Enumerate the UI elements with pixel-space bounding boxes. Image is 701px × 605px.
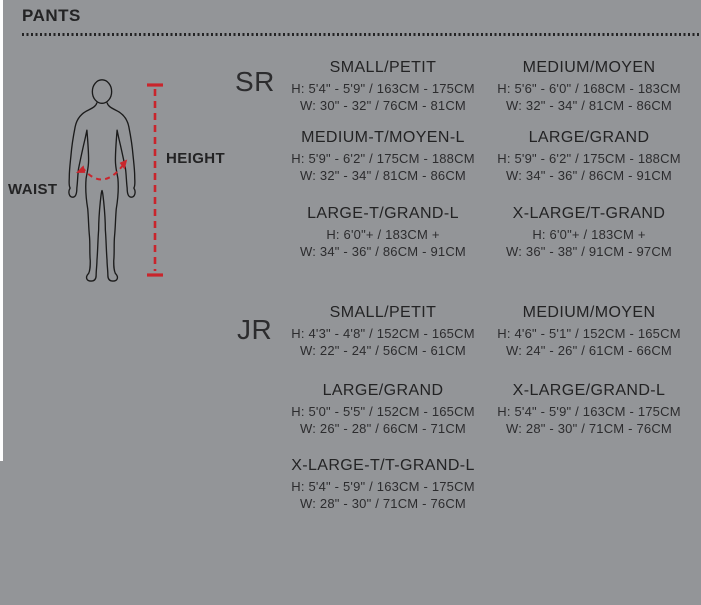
size-height-range: H: 6'0"+ / 183CM + bbox=[326, 227, 440, 242]
size-waist-range: W: 32" - 34" / 81CM - 86CM bbox=[506, 98, 672, 113]
size-waist-range: W: 30" - 32" / 76CM - 81CM bbox=[300, 98, 466, 113]
size-cell-jr-x-large bbox=[474, 381, 701, 437]
size-cell-jr-large bbox=[268, 381, 498, 437]
size-name: MEDIUM/MOYEN bbox=[522, 304, 656, 321]
size-cell-jr-small bbox=[268, 303, 498, 359]
page-edge-strip bbox=[0, 0, 3, 461]
size-height-range: H: 5'6" - 6'0" / 168CM - 183CM bbox=[497, 81, 681, 96]
size-waist-range: W: 36" - 38" / 91CM - 97CM bbox=[506, 244, 672, 259]
size-name: SMALL/PETIT bbox=[329, 304, 437, 321]
size-cell-sr-small bbox=[268, 58, 498, 114]
size-waist-range: W: 22" - 24" / 56CM - 61CM bbox=[300, 343, 466, 358]
male-body-outline-icon bbox=[56, 79, 148, 297]
size-height-range: H: 5'0" - 5'5" / 152CM - 165CM bbox=[291, 404, 475, 419]
group-label-sr: SR bbox=[235, 66, 275, 97]
size-height-range: H: 5'4" - 5'9" / 163CM - 175CM bbox=[497, 404, 681, 419]
size-cell-sr-x-large bbox=[474, 204, 701, 260]
size-name: LARGE/GRAND bbox=[322, 382, 444, 399]
size-waist-range: W: 28" - 30" / 71CM - 76CM bbox=[506, 421, 672, 436]
size-height-range: H: 5'9" - 6'2" / 175CM - 188CM bbox=[497, 151, 681, 166]
height-measure-line bbox=[144, 82, 166, 278]
size-name: LARGE-T/GRAND-L bbox=[307, 205, 459, 222]
page-title: PANTS bbox=[22, 6, 81, 25]
size-height-range: H: 5'9" - 6'2" / 175CM - 188CM bbox=[291, 151, 475, 166]
size-height-range: H: 5'4" - 5'9" / 163CM - 175CM bbox=[291, 479, 475, 494]
size-cell-sr-large-t bbox=[268, 204, 498, 260]
size-height-range: H: 4'3" - 4'8" / 152CM - 165CM bbox=[291, 326, 475, 341]
dotted-divider bbox=[22, 33, 701, 36]
size-cell-jr-medium bbox=[474, 303, 701, 359]
height-label: HEIGHT bbox=[166, 150, 226, 167]
waist-label: WAIST bbox=[8, 181, 58, 198]
size-waist-range: W: 24" - 26" / 61CM - 66CM bbox=[506, 343, 672, 358]
size-name: MEDIUM/MOYEN bbox=[522, 59, 656, 76]
size-name: MEDIUM-T/MOYEN-L bbox=[301, 129, 465, 146]
size-height-range: H: 5'4" - 5'9" / 163CM - 175CM bbox=[291, 81, 475, 96]
size-cell-jr-x-large-t bbox=[268, 456, 498, 512]
size-waist-range: W: 34" - 36" / 86CM - 91CM bbox=[300, 244, 466, 259]
waist-measure-arc bbox=[76, 159, 127, 179]
size-height-range: H: 6'0"+ / 183CM + bbox=[532, 227, 646, 242]
size-name: LARGE/GRAND bbox=[528, 129, 650, 146]
size-cell-sr-medium-t bbox=[268, 128, 498, 184]
size-waist-range: W: 34" - 36" / 86CM - 91CM bbox=[506, 168, 672, 183]
group-label-jr: JR bbox=[237, 314, 273, 345]
size-name: SMALL/PETIT bbox=[329, 59, 437, 76]
size-cell-sr-large bbox=[474, 128, 701, 184]
size-name: X-LARGE/GRAND-L bbox=[512, 382, 666, 399]
size-name: X-LARGE-T/T-GRAND-L bbox=[291, 457, 475, 474]
size-height-range: H: 4'6" - 5'1" / 152CM - 165CM bbox=[497, 326, 681, 341]
size-waist-range: W: 26" - 28" / 66CM - 71CM bbox=[300, 421, 466, 436]
size-waist-range: W: 32" - 34" / 81CM - 86CM bbox=[300, 168, 466, 183]
size-cell-sr-medium bbox=[474, 58, 701, 114]
size-waist-range: W: 28" - 30" / 71CM - 76CM bbox=[300, 496, 466, 511]
size-name: X-LARGE/T-GRAND bbox=[512, 205, 666, 222]
